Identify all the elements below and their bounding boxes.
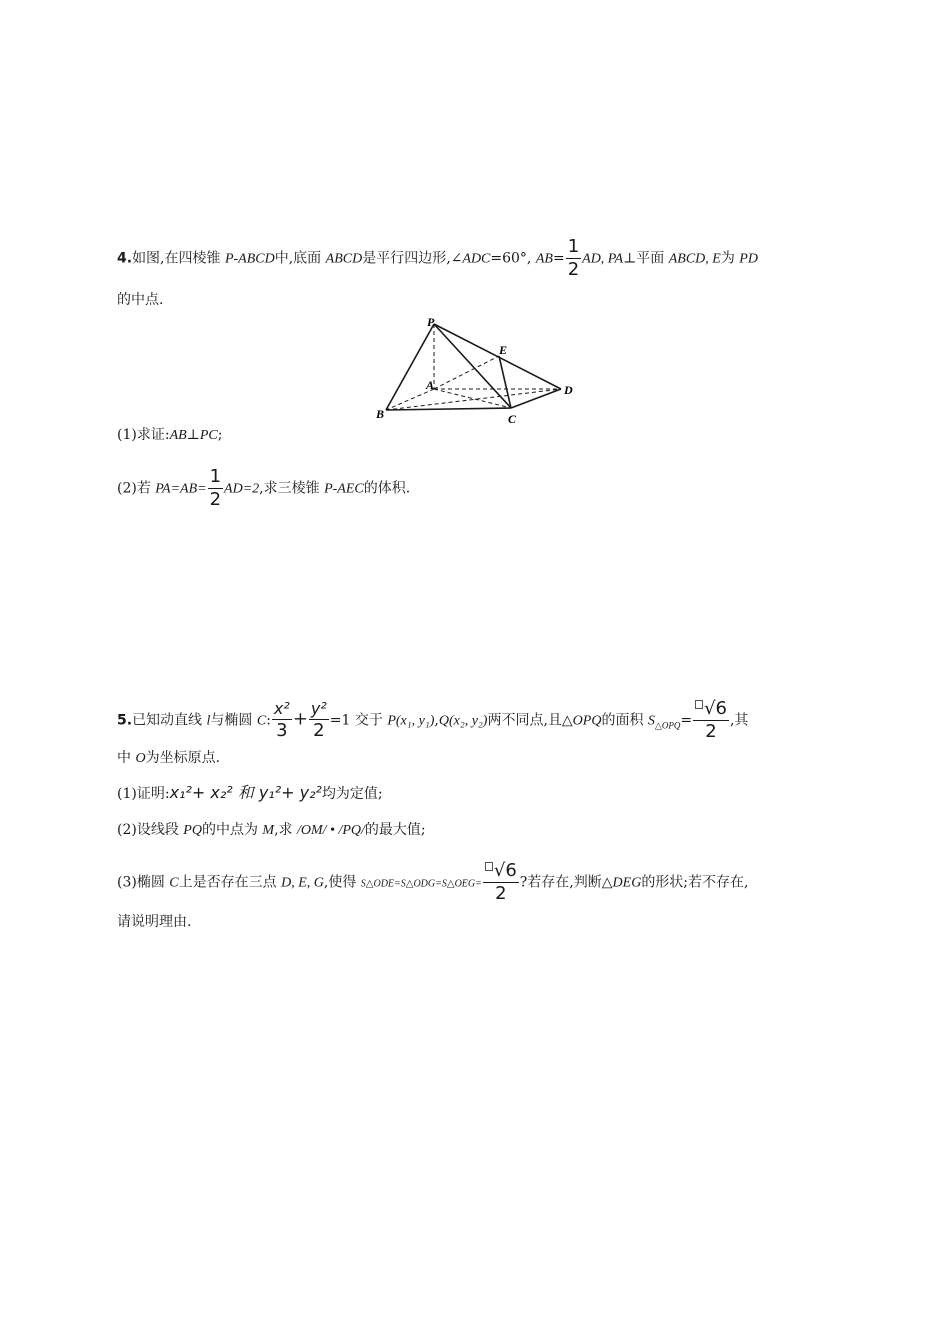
label-B: B xyxy=(376,407,385,421)
placeholder-box-icon xyxy=(485,862,493,871)
edge-PB xyxy=(386,324,434,410)
label-P: P xyxy=(427,315,435,329)
q4-line-2: 的中点. xyxy=(117,292,164,308)
q5-fraction-x: $\frac{\text{x²}}{3}$ xyxy=(273,699,290,741)
label-D: D xyxy=(564,383,573,397)
q4-fraction: $\frac{1}{2}$ xyxy=(567,236,580,280)
q5-fraction-y: $\frac{\text{y²}}{2}$ xyxy=(310,699,327,741)
q5-part-3: (3)椭圆 C上是否存在三点 D, E, G,使得 S△ODE=S△ODG=S△OEG= $\frac{√6}{2}$ ?若存在,判断△DEG的形状;若不存在, xyxy=(117,860,749,904)
q5-line-2: 中 O为坐标原点. xyxy=(117,750,221,766)
q4-number: 4. xyxy=(117,250,133,267)
q5-part3-fraction: $\frac{√6}{2}$ xyxy=(483,862,519,903)
label-E: E xyxy=(499,343,508,357)
q5-fraction-area: $\frac{√6}{2}$ xyxy=(693,700,729,741)
edge-AC xyxy=(434,389,511,408)
label-C: C xyxy=(508,412,517,426)
q5-part-3-line-2: 请说明理由. xyxy=(117,914,192,930)
edge-BC xyxy=(386,408,511,410)
q5-part-2: (2)设线段 PQ的中点为 M,求 /OM/ • /PQ/的最大值; xyxy=(117,822,426,838)
q4-part2-fraction: $\frac{1}{2}$ xyxy=(209,466,222,510)
pyramid-figure xyxy=(370,312,590,430)
placeholder-box-icon xyxy=(695,700,703,709)
edge-EC xyxy=(499,356,511,408)
q5-number: 5. xyxy=(117,712,133,729)
q4-part-2: (2)若 PA=AB= $\frac{1}{2}$ AD=2,求三棱锥 P-AEC的体积. xyxy=(117,466,411,510)
q5-part-1: (1)证明:x₁²+ x₂² 和 y₁²+ y₂²均为定值; xyxy=(117,783,383,802)
edge-PC xyxy=(434,324,511,408)
q4-line-1: 4.如图,在四棱锥 P-ABCD中,底面 ABCD是平行四边形,∠ADC=60°, AB= $\frac{1}{2}$ AD, PA⊥平面 ABCD, E为 PD xyxy=(117,236,758,280)
label-A: A xyxy=(426,378,435,392)
pyramid-diagram xyxy=(370,312,590,430)
edge-CD xyxy=(511,389,561,408)
q4-part-1: (1)求证:AB⊥PC; xyxy=(117,427,223,443)
q5-line-1: 5.已知动直线 l与椭圆 C: $\frac{\text{x²}}{3}$ + $\frac{\text{y²}}{2}$ =1 交于 P(x₁, y₁),Q(x₂, y₂)两不同点,且△OPQ的面积 $S_{\triangle OPQ}=$ $\frac{√6}{2}$ ,其 xyxy=(117,698,749,742)
